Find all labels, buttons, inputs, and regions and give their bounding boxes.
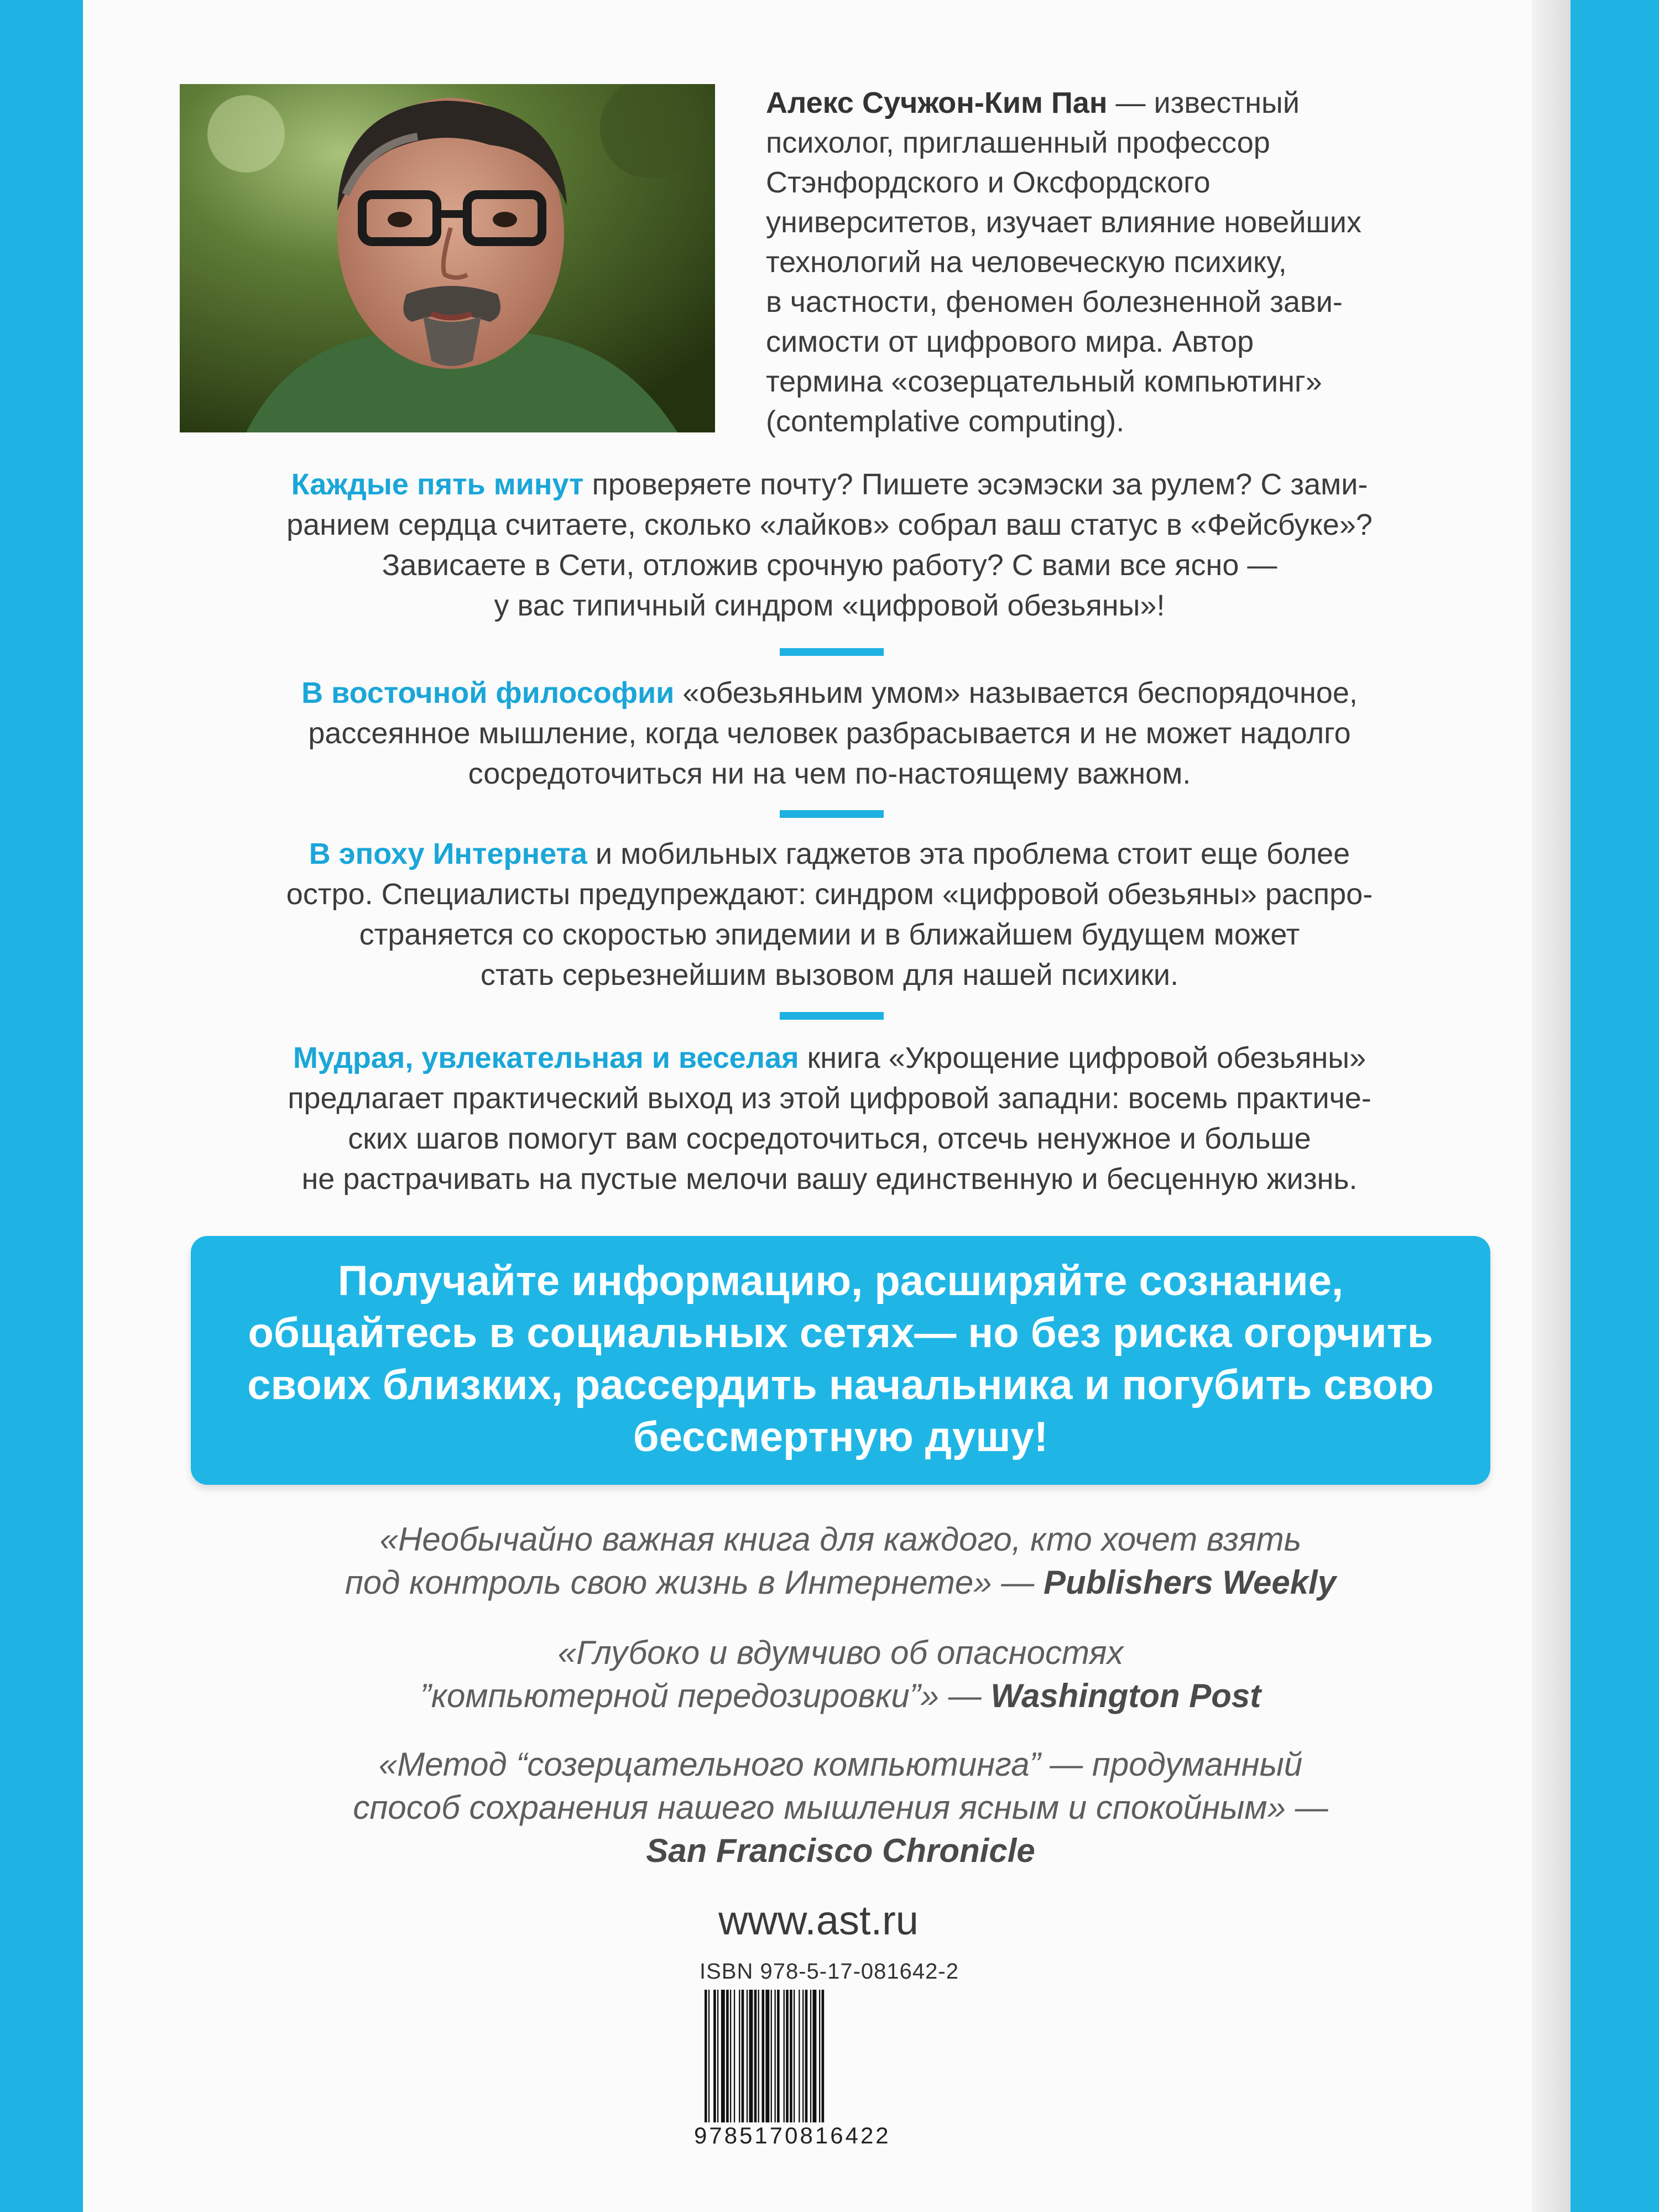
barcode-bar	[810, 1990, 811, 2122]
barcode-bar	[819, 1990, 820, 2122]
barcode-bar	[786, 1990, 789, 2122]
bio-line: симости от цифрового мира. Автор	[766, 325, 1254, 358]
highlight-banner	[191, 1236, 1490, 1485]
paragraph-line: сосредоточиться ни на чем по-настоящему важном.	[468, 757, 1191, 790]
paragraph-line: стать серьезнейшим вызовом для нашей психики.	[480, 958, 1179, 992]
quote-source: San Francisco Chronicle	[646, 1832, 1035, 1869]
isbn-label: ISBN 978-5-17-081642-2	[700, 1959, 959, 1984]
paragraph-line: ранием сердца считаете, сколько «лайков» собрал ваш статус в «Фейсбуке»?	[286, 508, 1373, 541]
barcode-bar	[799, 1990, 800, 2122]
paragraph-line: Зависаете в Сети, отложив срочную работу? С вами все ясно —	[382, 549, 1277, 582]
banner-line: своих близких, рассердить начальника и погубить свою	[247, 1361, 1434, 1408]
section-divider	[780, 810, 884, 818]
paragraph-line: у вас типичный синдром «цифровой обезьяны»!	[494, 589, 1165, 622]
barcode-bar	[739, 1990, 740, 2122]
spine-shadow	[1532, 0, 1571, 2212]
banner-line: общайтесь в социальных сетях— но без риска огорчить	[248, 1310, 1433, 1357]
barcode-bar	[762, 1990, 765, 2122]
barcode-bar	[708, 1990, 709, 2122]
paragraph-line	[144, 1038, 1515, 1078]
bio-line: термина «созерцательный компьютинг»	[766, 365, 1322, 398]
cover-edge-right	[1571, 0, 1659, 2212]
barcode-bar	[754, 1990, 757, 2122]
banner-line: бессмертную душу!	[633, 1413, 1048, 1460]
paragraph-line: остро. Специалисты предупреждают: синдром «цифровой обезьяны» распро-	[286, 878, 1373, 911]
quote-line	[166, 1674, 1515, 1718]
review-quote-2	[166, 1631, 1515, 1718]
author-bio	[766, 83, 1496, 441]
author-name: Алекс Сучжон-Ким Пан	[766, 86, 1108, 119]
barcode	[702, 1990, 935, 2122]
paragraph-line: рассеянное мышление, когда человек разбрасывается и не может надолго	[308, 717, 1351, 750]
bio-line: университетов, изучает влияние новейших	[766, 206, 1361, 239]
barcode-bar	[775, 1990, 776, 2122]
barcode-bar	[758, 1990, 759, 2122]
paragraph-line: ских шагов помогут вам сосредоточиться, отсечь ненужное и больше	[348, 1122, 1311, 1155]
barcode-bar	[802, 1990, 804, 2122]
barcode-bar	[713, 1990, 716, 2122]
paragraph-lead: Мудрая, увлекательная и веселая	[293, 1041, 799, 1074]
section-divider	[780, 1012, 884, 1020]
barcode-bar	[734, 1990, 735, 2122]
quote-line: «Глубоко и вдумчиво об опасностях	[557, 1634, 1124, 1671]
paragraph-text: «обезьяньим умом» называется беспорядочное,	[674, 676, 1358, 709]
barcode-digits: 9785170816422	[694, 2122, 891, 2148]
banner-text	[191, 1255, 1490, 1463]
paragraph-3	[144, 834, 1515, 995]
barcode-bar	[794, 1990, 795, 2122]
bio-line: Стэнфордского и Оксфордского	[766, 166, 1211, 199]
barcode-bar	[705, 1990, 707, 2122]
barcode-bar	[813, 1990, 817, 2122]
barcode-bar	[749, 1990, 753, 2122]
paragraph-text: и мобильных гаджетов эта проблема стоит еще более	[587, 837, 1350, 870]
quote-line: способ сохранения нашего мышления ясным и спокойным» —	[353, 1789, 1328, 1826]
bio-line: в частности, феномен болезненной зави-	[766, 285, 1343, 319]
quote-line	[166, 1561, 1515, 1604]
bio-line: технологий на человеческую психику,	[766, 246, 1287, 279]
cover-edge-left	[0, 0, 83, 2212]
quote-source: Publishers Weekly	[1043, 1564, 1337, 1601]
barcode-bar	[765, 1990, 769, 2122]
publisher-website: www.ast.ru	[718, 1897, 919, 1943]
review-quote-3	[166, 1743, 1515, 1872]
barcode-bar	[784, 1990, 785, 2122]
barcode-bar	[822, 1990, 825, 2122]
barcode-bar	[790, 1990, 792, 2122]
barcode-bar	[742, 1990, 744, 2122]
quote-source: Washington Post	[990, 1677, 1261, 1714]
paragraph-text: книга «Укрощение цифровой обезьяны»	[799, 1041, 1366, 1074]
bio-line: психолог, приглашенный профессор	[766, 126, 1270, 159]
barcode-bar	[726, 1990, 729, 2122]
barcode-bar	[717, 1990, 718, 2122]
barcode-bar	[805, 1990, 808, 2122]
paragraph-line	[144, 834, 1515, 874]
bio-first-line	[766, 83, 1496, 123]
bio-line: — известный	[1107, 86, 1300, 119]
paragraph-line	[144, 673, 1515, 713]
paragraph-1	[144, 465, 1515, 626]
paragraph-line: страняется со скоростью эпидемии и в ближайшем будущем может	[359, 918, 1300, 951]
section-divider	[780, 648, 884, 656]
banner-line: Получайте информацию, расширяйте сознание,	[337, 1258, 1344, 1305]
paragraph-lead: Каждые пять минут	[291, 468, 584, 501]
quote-text: ”компьютерной передозировки”» —	[420, 1677, 991, 1714]
paragraph-line: не растрачивать на пустые мелочи вашу единственную и бесценную жизнь.	[301, 1162, 1358, 1196]
barcode-bar	[721, 1990, 725, 2122]
paragraph-2	[144, 673, 1515, 794]
bio-line: (contemplative computing).	[766, 405, 1125, 438]
paragraph-line	[144, 465, 1515, 505]
paragraph-4	[144, 1038, 1515, 1199]
barcode-bar	[777, 1990, 780, 2122]
quote-line: «Метод “созерцательного компьютинга” — продуманный	[378, 1746, 1303, 1783]
barcode-bar	[747, 1990, 748, 2122]
author-photo	[180, 84, 715, 432]
paragraph-text: проверяете почту? Пишете эсэмэски за рулем? С зами-	[583, 468, 1368, 501]
barcode-bar	[771, 1990, 772, 2122]
paragraph-lead: В эпоху Интернета	[309, 837, 587, 870]
paragraph-line: предлагает практический выход из этой цифровой западни: восемь практиче-	[288, 1082, 1371, 1115]
quote-text: под контроль свою жизнь в Интернете» —	[345, 1564, 1044, 1601]
review-quote-1	[166, 1518, 1515, 1604]
barcode-bar	[730, 1990, 731, 2122]
paragraph-lead: В восточной философии	[301, 676, 675, 709]
quote-line: «Необычайно важная книга для каждого, кто хочет взять	[379, 1521, 1302, 1558]
